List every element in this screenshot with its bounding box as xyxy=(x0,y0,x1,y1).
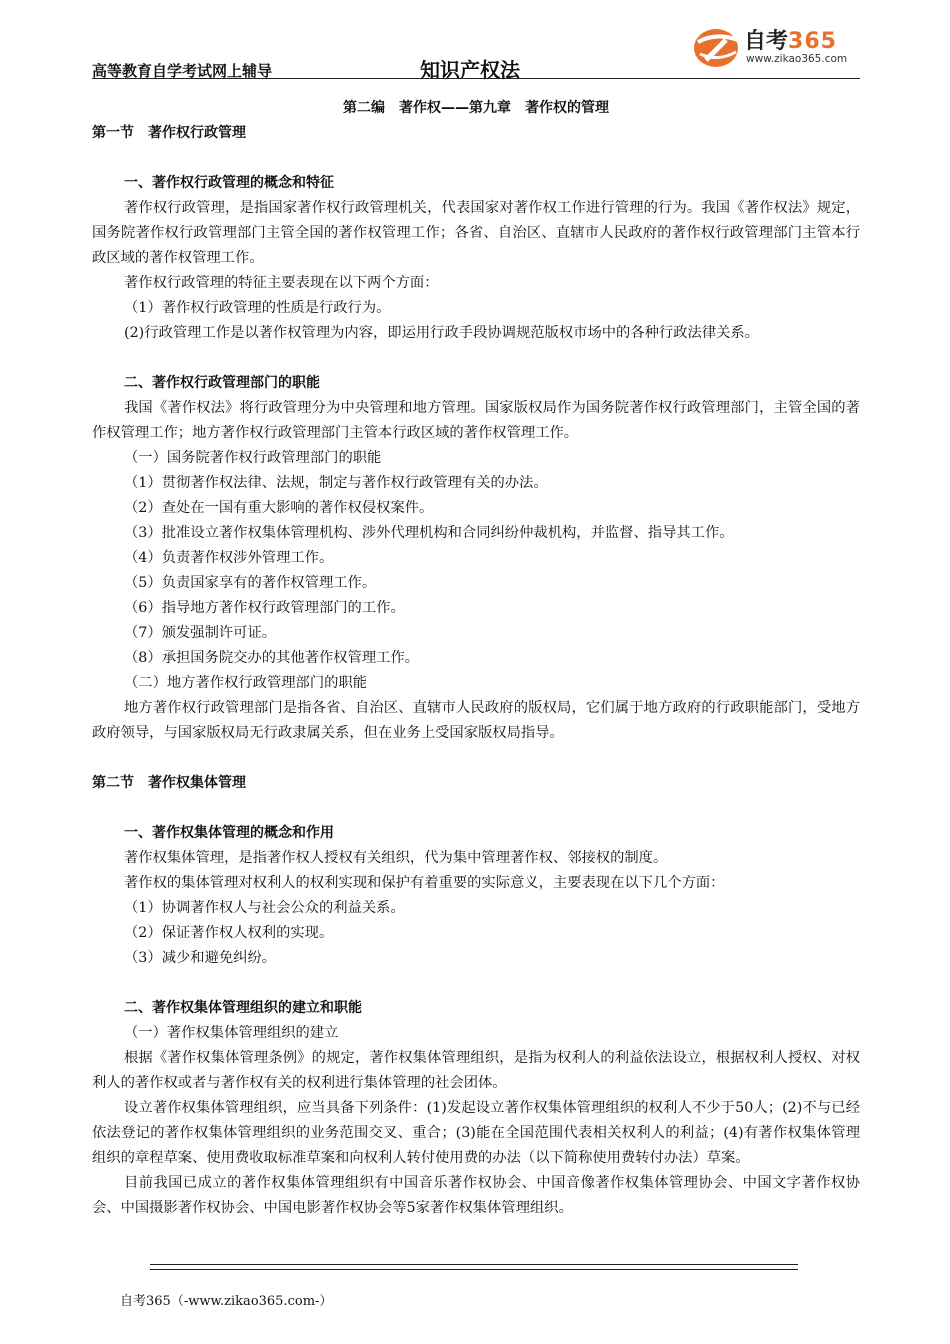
footer-divider xyxy=(150,1264,798,1270)
header-divider xyxy=(92,78,860,79)
list-heading: （二）地方著作权行政管理部门的职能 xyxy=(124,675,368,691)
paragraph: 目前我国已成立的著作权集体管理组织有中国音乐著作权协会、中国音像著作权集体管理协会、中国文字著作权协会、中国摄影著作权协会、中国电影著作权协会等5家著作权集体管理组织。 xyxy=(92,1175,860,1216)
s2-sub2-title: 二、著作权集体管理组织的建立和职能 xyxy=(124,1000,362,1016)
chapter-title: 第二编 著作权——第九章 著作权的管理 xyxy=(343,100,609,116)
paragraph: 著作权行政管理，是指国家著作权行政管理机关，代表国家对著作权工作进行管理的行为。我国《著作权法》规定，国务院著作权行政管理部门主管全国的著作权管理工作；各省、自治区、直辖市人民政府的著作权行政管理部门主管本行政区域的著作权管理工作。 xyxy=(92,200,860,266)
list-item: （1）协调著作权人与社会公众的利益关系。 xyxy=(124,900,405,916)
list-item: （2）保证著作权人权利的实现。 xyxy=(124,925,334,941)
paragraph: 地方著作权行政管理部门是指各省、自治区、直辖市人民政府的版权局，它们属于地方政府的行政职能部门，受地方政府领导，与国家版权局无行政隶属关系，但在业务上受国家版权局指导。 xyxy=(92,700,860,741)
header-left-text: 高等教育自学考试网上辅导 xyxy=(92,62,273,80)
section-1-title: 第一节 著作权行政管理 xyxy=(92,125,246,141)
list-item: （8）承担国务院交办的其他著作权管理工作。 xyxy=(124,650,420,666)
logo-brand: 自考365 xyxy=(744,29,837,54)
s1-sub2-title: 二、著作权行政管理部门的职能 xyxy=(124,375,320,391)
logo[interactable] xyxy=(692,22,862,74)
paragraph: 著作权的集体管理对权利人的权利实现和保护有着重要的实际意义，主要表现在以下几个方面： xyxy=(124,875,725,891)
list-item: （2）查处在一国有重大影响的著作权侵权案件。 xyxy=(124,500,434,516)
list-heading: （一）著作权集体管理组织的建立 xyxy=(124,1025,339,1041)
list-item: （3）减少和避免纠纷。 xyxy=(124,950,277,966)
list-item: （4）负责著作权涉外管理工作。 xyxy=(124,550,334,566)
list-heading: （一）国务院著作权行政管理部门的职能 xyxy=(124,450,382,466)
paragraph: 设立著作权集体管理组织，应当具备下列条件：(1)发起设立著作权集体管理组织的权利人不少于50人；(2)不与已经依法登记的著作权集体管理组织的业务范围交叉、重合；(3)能在全国范围代表相关权利人的利益；(4)有著作权集体管理组织的章程草案、使用费收取标准草案和向权利人转付使用费的办法（以下简称使用费转付办法）草案。 xyxy=(92,1100,860,1166)
paragraph: 根据《著作权集体管理条例》的规定，著作权集体管理组织，是指为权利人的利益依法设立，根据权利人授权、对权利人的著作权或者与著作权有关的权利进行集体管理的社会团体。 xyxy=(92,1050,860,1091)
list-item: （6）指导地方著作权行政管理部门的工作。 xyxy=(124,600,405,616)
list-item: （1）著作权行政管理的性质是行政行为。 xyxy=(124,300,391,316)
footer-text: 自考365（-www.zikao365.com-） xyxy=(120,1294,333,1309)
section-2-title: 第二节 著作权集体管理 xyxy=(92,775,246,791)
paragraph: 著作权行政管理的特征主要表现在以下两个方面： xyxy=(124,275,439,291)
list-item: (2)行政管理工作是以著作权管理为内容，即运用行政手段协调规范版权市场中的各种行政法律关系。 xyxy=(124,325,760,341)
document-body xyxy=(92,96,860,1221)
list-item: （3）批准设立著作权集体管理机构、涉外代理机构和合同纠纷仲裁机构，并监督、指导其工作。 xyxy=(124,525,734,541)
paragraph: 我国《著作权法》将行政管理分为中央管理和地方管理。国家版权局作为国务院著作权行政管理部门，主管全国的著作权管理工作；地方著作权行政管理部门主管本行政区域的著作权管理工作。 xyxy=(92,400,860,441)
logo-url[interactable]: www.zikao365.com xyxy=(746,53,848,65)
list-item: （7）颁发强制许可证。 xyxy=(124,625,277,641)
list-item: （1）贯彻著作权法律、法规，制定与著作权行政管理有关的办法。 xyxy=(124,475,548,491)
s2-sub1-title: 一、著作权集体管理的概念和作用 xyxy=(124,825,334,841)
zikao365-logo-icon xyxy=(692,26,744,70)
header-title: 知识产权法 xyxy=(420,58,520,82)
list-item: （5）负责国家享有的著作权管理工作。 xyxy=(124,575,377,591)
paragraph: 著作权集体管理，是指著作权人授权有关组织，代为集中管理著作权、邻接权的制度。 xyxy=(124,850,668,866)
s1-sub1-title: 一、著作权行政管理的概念和特征 xyxy=(124,175,334,191)
page-header xyxy=(92,22,860,82)
